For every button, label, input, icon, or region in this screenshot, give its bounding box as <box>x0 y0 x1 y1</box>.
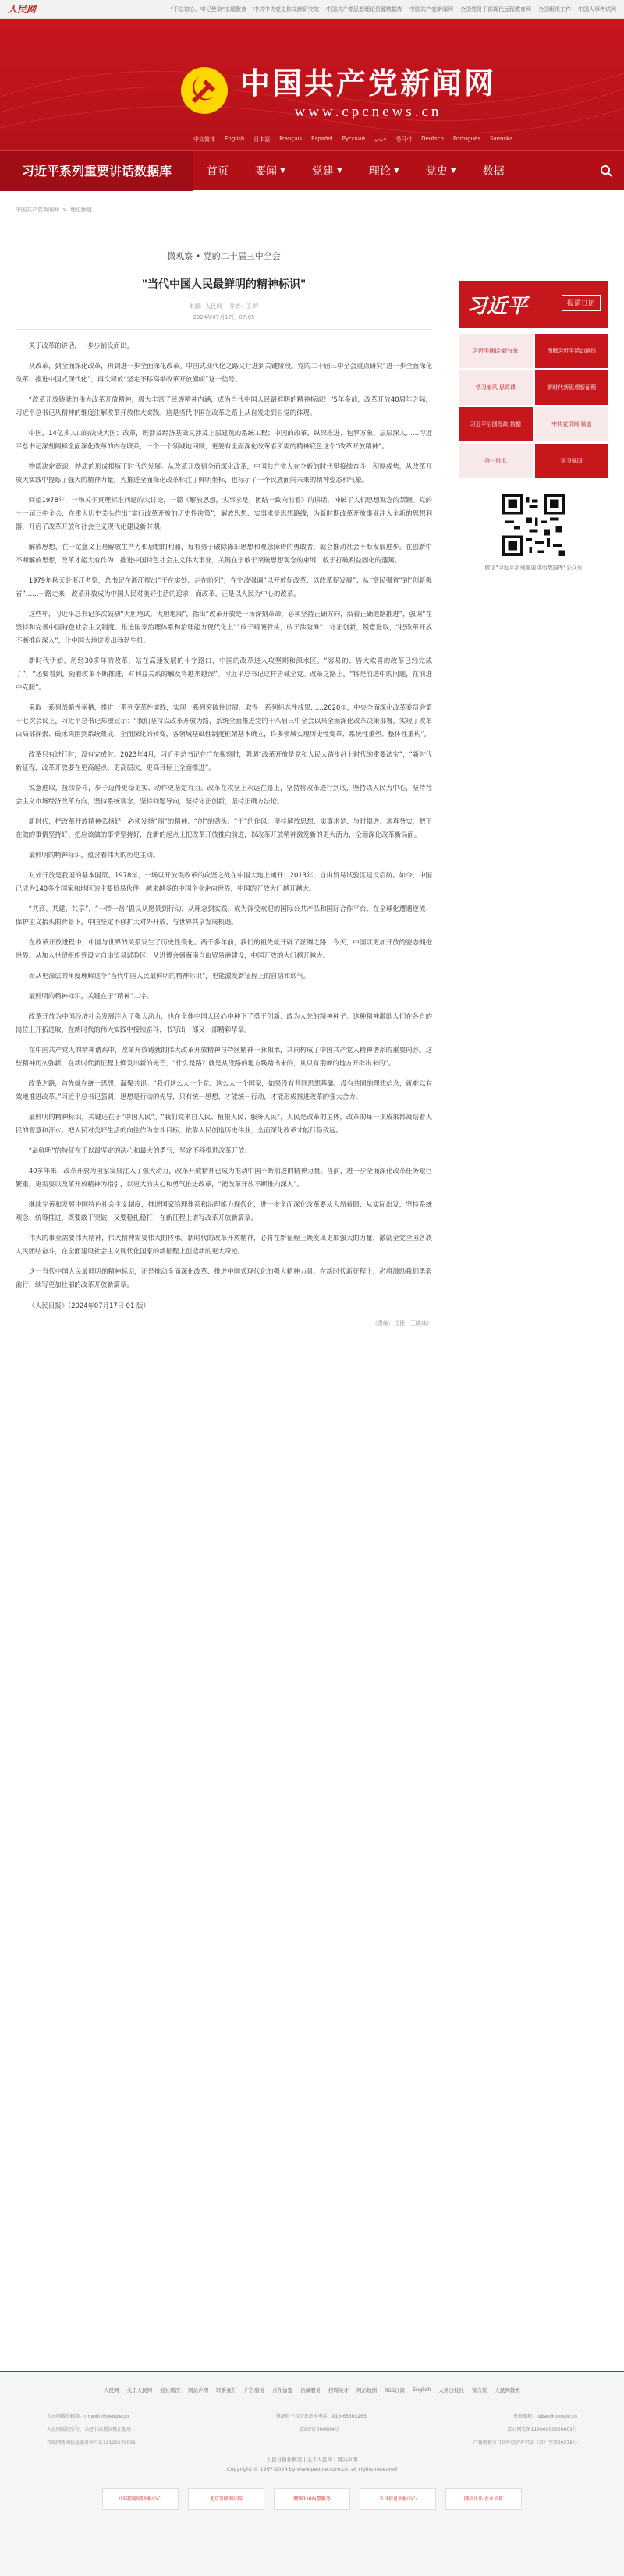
main-nav <box>0 150 624 190</box>
paragraph: 对外开放是我国的基本国策。1978年，一场以开放促改革的攻坚之战在中国大地上铺开；2013年，自由贸易试验区建设启航。如今，中国已成为140多个国家和地区的主要贸易伙伴，越来越多的中国企业走向世界，中国的开放大门越开越大。 <box>16 871 432 892</box>
paragraph: 改革之路，首先就在统一思想、凝聚共识。“我们这么大一个党、这么大一个国家，如果没有共同思想基础，没有共同的理想信念，就难以有效地推进改革。”习近平总书记强调，思想是行动的先导，只有统一思想，才能统一行动，才能形成推进改革的强大合力。 <box>16 1079 432 1100</box>
language-links <box>193 136 522 144</box>
copyright <box>0 2455 624 2474</box>
breadcrumb-home[interactable]: 中国共产党新闻网 <box>16 207 59 213</box>
footer-info-text: 互联网新闻信息服务许可证10120170001 <box>47 2440 136 2446</box>
sidebar-tile[interactable]: 中共党员网 频道 <box>535 407 609 441</box>
footer-link[interactable]: 网站声明 <box>188 2387 209 2394</box>
badge-report-center[interactable]: 中国互联网举报中心 <box>102 2488 179 2510</box>
footer-link[interactable]: 网站地图 <box>356 2387 378 2394</box>
site-banner <box>0 19 624 150</box>
paragraph: 继续完善和发展中国特色社会主义制度，推进国家治理体系和治理能力现代化，进一步全面深化改革要从大局着眼、从实际出发，坚持系统观念、统筹推进，既要敢于突破，又要稳扎稳打，在新征程上谱写改革开放新篇章。 <box>16 1200 432 1221</box>
article-meta <box>16 303 432 310</box>
language-link[interactable]: عربي <box>374 136 387 142</box>
footer-link[interactable]: 合作加盟 <box>272 2387 293 2394</box>
paragraph: “共商、共建、共享”，“一带一路”倡议从愿景到行动，从理念到实践，成为深受欢迎的国际公共产品和国际合作平台。在全球化遭遇逆流、保护主义抬头的背景下，中国坚定不移扩大对外开放，与世界共享发展机遇。 <box>16 905 432 926</box>
footer-link[interactable]: 人民网教育 <box>495 2387 520 2394</box>
badge-police[interactable]: 网络110报警服务 <box>274 2488 350 2510</box>
nav-item-theory[interactable]: 理论 ▼ <box>368 165 399 178</box>
calendar-banner[interactable] <box>459 281 608 328</box>
site-name: 中国共产党新闻网 <box>240 66 497 101</box>
paragraph: 40多年来，改革开放为国家发展注入了强大动力，改革开放精神已成为推动中国不断前进的精神力量。当前，进一步全面深化改革任务艰巨繁重，更需要以改革开放精神为指引，以更大的决心和勇气推进改革，“把改革开放不断推向深入”。 <box>16 1167 432 1188</box>
paragraph: 从改革，到全面深化改革，再到进一步全面深化改革。中国式现代化之路又行进到关键阶段。党的二十届三中全会重点研究“进一步全面深化改革、推进中国式现代化”，再次释放“坚定不移高举改革开放旗帜”这一信号。 <box>16 362 432 383</box>
language-link[interactable]: Português <box>452 136 481 142</box>
top-link[interactable]: 全国党员干部现代远程教育网 <box>460 5 531 12</box>
people-logo[interactable]: 人民网 <box>8 4 37 15</box>
language-link[interactable]: Español <box>311 136 333 142</box>
divider <box>16 329 432 330</box>
footer-link[interactable]: English <box>412 2386 431 2393</box>
language-link[interactable]: 中文简体 <box>193 136 215 143</box>
badge-bad-info[interactable]: 不良信息举报中心 <box>360 2488 436 2510</box>
brand[interactable] <box>179 59 496 121</box>
qr-caption: 微信"习近平系列重要讲话数据库"公众号 <box>484 565 583 571</box>
paragraph: 新时代伊始，历经30多年的改革，站在高速发展的十字路口，中国的改革进入攻坚期和深水区。“容易的、皆大欢喜的改革已经完成了”，“还要看到，随着改革不断推进，对利益关系的触及将越来越深”。习近平总书记这样告诫全党。改革之路上，“将是前进中的问题，在前进中克服”。 <box>16 657 432 691</box>
footer-info-text: 京ICP证000004号 <box>300 2427 339 2432</box>
article-source: 来源：人民网 <box>189 303 222 310</box>
chevron-down-icon: ▼ <box>450 166 456 175</box>
footer-link[interactable]: 招聘英才 <box>328 2387 349 2394</box>
nav-item-party[interactable]: 党建 ▼ <box>311 165 342 178</box>
top-strip <box>0 0 624 19</box>
nav-item-news[interactable]: 要闻 ▼ <box>255 165 285 178</box>
copyright-line: 人民日报社概况 | 关于人民网 | 网站声明 <box>266 2457 358 2463</box>
language-link[interactable]: 한국어 <box>395 136 413 143</box>
paragraph: 1979年秋天赴浙江考察，总书记在浙江提出“干在实处、走在前列”，在宁波强调“以开放促改革、以改革促发展”；从“富民强省”到“创新强省”……一路走来，改革开放成为中国人民对美好生活的追求，而改革，正是以人民为中心的改革。 <box>16 576 432 597</box>
sidebar <box>459 218 608 1327</box>
footer <box>0 2371 624 2576</box>
search-icon[interactable] <box>597 162 615 179</box>
article <box>16 218 443 1327</box>
paragraph: 物质决定意识，特质的形成根植于时代的发展。从改革开放到全面深化改革，中国共产党人在全新的时代里接续奋斗，积厚成势，从改革开放大实践中提炼了强大的精神力量，为推进全面深化改革标注了鲜明坐标，也标示了一个民族面向未来的精神姿态和气象。 <box>16 462 432 484</box>
language-link[interactable]: Svenska <box>490 136 513 142</box>
footer-info <box>47 2412 577 2446</box>
language-link[interactable]: 日本語 <box>254 136 271 143</box>
paragraph: 回望1978年，一场关于真理标准问题的大讨论，一篇《解放思想，实事求是，团结一致向前看》的讲话，冲破了人们思想观念的禁锢。党的十一届三中全会，在重大历史关头作出“实行改革开放的历史性决策”，解放思想、实事求是思想路线，为新时期改革开放事业注入全新的思想利器，开启了改革开放和社会主义现代化建设新时期。 <box>16 496 432 530</box>
hammer-sickle-icon <box>179 66 229 115</box>
paragraph: 最鲜明的精神标识，蕴含着伟大的历史主动。 <box>28 851 160 859</box>
badge-court[interactable]: 北京互联网法院 <box>188 2488 264 2510</box>
sidebar-tile[interactable]: 习近平治国理政 数据 <box>459 407 533 441</box>
top-link[interactable]: 中共中央党史和文献研究院 <box>254 5 319 12</box>
calendar-brush-text: 习近平 <box>466 294 528 318</box>
paragraph: 改革开放为中国经济社会发展注入了强大动力，也在全体中国人民心中种下了勇于创新、敢为人先的精神种子。这种精神激励人们在各自的岗位上开拓进取，在新时代的伟大实践中接续奋斗，书写出一部又一部精彩华章。 <box>16 1012 432 1033</box>
paragraph: “最鲜明”的特征在于以最坚定的决心和最大的勇气，坚定不移推进改革开放。 <box>28 1146 251 1154</box>
paragraph: 这些年，习近平总书记多次鼓励“大胆地试、大胆地闯”，指出“改革开放是一场深刻革命，必须坚持正确方向，沿着正确道路推进”，强调“在坚持和完善中国特色社会主义制度、推进国家治理体系和治理能力现代化上”“敢于啃硬骨头，敢于涉险滩”，守正创新，锐意进取，“把改革开放不断推向深入”，让中国大地迸发出勃勃生机。 <box>16 610 432 644</box>
article-body <box>16 339 432 1327</box>
chevron-down-icon: ▼ <box>336 166 342 175</box>
footer-link[interactable]: 联系我们 <box>216 2387 237 2394</box>
nav-item-history[interactable]: 党史 ▼ <box>425 165 456 178</box>
footer-link[interactable]: 广告服务 <box>244 2387 265 2394</box>
sidebar-tile[interactable]: 学习强国 <box>535 444 609 478</box>
sidebar-tile[interactable]: 图解习近平活动路线 <box>535 334 609 368</box>
paragraph: 中国，14亿多人口的决决大国；改革，既涉及经济基础又涉及上层建筑的系统工程；中国的改革，纵深推进、包罗万象、层层深入……习近平总书记深刻阐释全面深化改革的内在联系，一个一个领域地回顾，更要有全面深化改革者所需的精神底色这个“改革开放精神”。 <box>16 429 432 450</box>
footer-link[interactable]: 人民网 <box>104 2387 119 2394</box>
article-kicker: 微观察 • 党的二十届三中全会 <box>167 251 281 261</box>
top-link[interactable]: "不忘初心、牢记使命"主题教育 <box>170 5 246 12</box>
footer-info-text: 京公网安备11000000000001号 <box>507 2427 577 2432</box>
footer-link[interactable]: 关于人民网 <box>126 2387 153 2394</box>
paragraph: 新时代，把改革开放精神弘扬好，必须发扬“闯”的精神、“创”的劲头、“干”的作风。坚持解放思想、实事求是、与时俱进、求真务实，把正在做的事情坚持好、把应该做的事情坚持好，在新的起点上把改革开放推向前进，以改革开放精神激发新的更大活力，全面深化改革新局面。 <box>16 817 432 838</box>
paragraph: 在中国共产党人的精神谱系中，改革开放铸就的伟大改革开放精神与特区精神一脉相承，共同构成了中国共产党人精神谱系的重要内容。这些精神历久弥新，在新时代新征程上焕发出新的光芒，“什么是路？就是从没路的地方践踏出来的，从只有荆棘的地方开辟出来的”。 <box>16 1046 432 1067</box>
footer-links <box>0 2372 624 2394</box>
paragraph: 关于改革的讲话，一步步铺设而出。 <box>28 342 133 349</box>
footer-info-text: 举报邮箱：jubao@people.cn <box>513 2414 577 2419</box>
language-link[interactable]: English <box>225 136 245 142</box>
sidebar-tiles <box>459 334 608 478</box>
paragraph: 伟大的事业需要伟大精神，伟大精神需要伟大的传承。新时代的改革开放精神，必将在新征程上焕发出更加强大的力量，激励全党全国各族人民团结奋斗，在全面建设社会主义现代化国家的新征程上创造新的更大奇迹。 <box>16 1234 432 1255</box>
paragraph: 最鲜明的精神标识，关键在于“精神”二字。 <box>28 992 154 1000</box>
nav-item-home[interactable]: 首页 <box>207 165 229 178</box>
footer-badges <box>0 2488 624 2510</box>
nav-item-data[interactable]: 数据 <box>482 165 505 178</box>
calendar-tag: 报道日历 <box>562 295 601 311</box>
sidebar-tile[interactable]: 学习家风 思政课 <box>459 370 533 405</box>
source-note: 《人民日报》（2024年07月17日 01 版） <box>28 1302 150 1309</box>
sidebar-tile[interactable]: 新时代新思想新征程 <box>535 370 609 405</box>
chevron-down-icon: ▼ <box>393 166 399 175</box>
qr-code-icon <box>502 494 565 556</box>
paragraph: 解放思想，在一定意义上是解放生产力和思想的利器，每有勇于破除陈旧思想和观念障碍的勇敢者，就会推动社会不断发展进步。在创新中不断解放思想，改革才能大有作为；推进中国特色社会主义伟大事业，关键在于敢于突破思想观念的束缚，敢于打破利益固化的藩篱。 <box>16 543 432 564</box>
footer-link[interactable]: 人民日报社 <box>438 2387 464 2394</box>
top-link[interactable]: 全国组织工作 <box>538 5 571 12</box>
sidebar-tile[interactable]: 习近平插话·新气象 <box>459 334 533 368</box>
paragraph: 最鲜明的精神标识，关键还在于“中国人民”。“我们党来自人民、植根人民、服务人民”，人民是改革的主体，改革的每一项成果都凝结着人民的智慧和汗水。把人民对美好生活的向往作为奋斗目标，依靠人民创造历史伟业，全面深化改革才能行稳致远。 <box>16 1113 432 1134</box>
footer-info-text: 人民网版权所有，未经书面授权禁止使用 <box>47 2427 132 2432</box>
sidebar-tile[interactable]: 第一资讯 <box>459 444 533 478</box>
footer-info-text: 违法和不良信息举报电话：010-65363263 <box>275 2414 367 2419</box>
top-link[interactable]: 中国共产党新闻网 <box>410 5 453 12</box>
paragraph: 锐意进取，接续奋斗，步子迈得更稳更实、动作更坚定有力。改革在攻坚上永远在路上，坚持将改革进行到底，坚持以人民为中心，坚持社会主义市场经济改革方向，坚持系统观念，坚持问题导向，坚持守正创新，坚持正确方法论。 <box>16 784 432 805</box>
qr-block <box>459 494 608 572</box>
footer-info-text: 广播电视节目制作经营许可证（京）字第00375号 <box>473 2440 577 2446</box>
footer-link[interactable]: RSS订阅 <box>385 2387 405 2394</box>
footer-link[interactable]: 留言板 <box>471 2387 488 2394</box>
footer-info-text: 人民网服务邮箱：rmwxin@people.cn <box>47 2414 129 2419</box>
language-link[interactable]: Deutsch <box>421 136 444 142</box>
badge-credit[interactable]: 网信认证 企业信用 <box>445 2488 522 2510</box>
paragraph: 这一当代中国人民最鲜明的精神标识，正是推动全面深化改革、推进中国式现代化的强大精神力量。在新时代新征程上，必将激励我们勇毅前行，续写更加壮丽的改革开放新篇章。 <box>16 1267 432 1288</box>
editor-note: （责编：任佳、王晓冰） <box>372 1320 432 1327</box>
article-title: "当代中国人民最鲜明的精神标识" <box>141 278 307 291</box>
paragraph: 改革只有进行时，没有完成时。2023年4月，习近平总书记在广东视察时，强调“改革开放是党和人民大踏步赶上时代的重要法宝”，“新时代新征程，改革开放要在更高起点、更高层次、更高目标上全面推进”。 <box>16 750 432 771</box>
top-link[interactable]: 中国人事考试网 <box>578 5 616 12</box>
footer-link[interactable]: 报社概况 <box>160 2387 181 2394</box>
paragraph: “改革开放铸就的伟大改革开放精神，极大丰富了民族精神内涵，成为当代中国人民最鲜明的精神标识！”5年多前，改革开放40周年之际，习近平总书记从精神的维度注解改革开放伟大实践。这是当代中国在改革之路上从自发走到自觉的体现。 <box>16 395 432 416</box>
top-links <box>55 5 616 13</box>
paragraph: 而从更深层的角度理解这个“当代中国人民最鲜明的精神标识”，更能激发新征程上的自信和底气。 <box>28 972 310 980</box>
language-link[interactable]: Русский <box>342 136 365 142</box>
site-url: www.cpcnews.cn <box>294 104 442 120</box>
breadcrumb-channel[interactable]: 理论频道 <box>69 207 92 213</box>
chevron-down-icon: ▼ <box>280 166 285 175</box>
top-link[interactable]: 中国共产党思想理论资源数据库 <box>326 5 402 12</box>
footer-link[interactable]: 供稿服务 <box>300 2387 321 2394</box>
breadcrumb-separator: > <box>62 207 67 213</box>
paragraph: 在改革开放进程中，中国与世界的关系发生了历史性变化。两千多年前，我们的祖先就开辟了丝绸之路；今天，中国以更加开放的姿态拥抱世界。从加入世贸组织到设立自由贸易试验区，从进博会到海南自由贸易港建设，中国开放的大门越开越大。 <box>16 938 432 959</box>
language-link[interactable]: Français <box>279 136 303 142</box>
paragraph: 采取一系列战略性举措，推进一系列变革性实践，实现一系列突破性进展，取得一系列标志性成果……2020年，中央全面深化改革委员会第十七次会议上，习近平总书记郑重宣示：“我们坚持以改革开放为路，系统全面推进党的十八届三中全会以来全面深化改革决策部署，实现了改革由局部探索、破冰突围到系统集成、全面深化的转变，各领域基础性制度框架基本确立，许多领域实现历史性变革、系统性重塑、整体性重构”。 <box>16 703 432 738</box>
article-author: 作者：王 晔 <box>229 303 259 310</box>
article-date: 2024年07月17日 07:05 <box>193 314 255 321</box>
copyright-line: Copyright © 1997-2024 by www.people.com.cn. all rights reserved <box>226 2466 398 2472</box>
series-title[interactable]: 习近平系列重要讲话数据库 <box>0 151 193 191</box>
breadcrumb <box>0 201 624 218</box>
